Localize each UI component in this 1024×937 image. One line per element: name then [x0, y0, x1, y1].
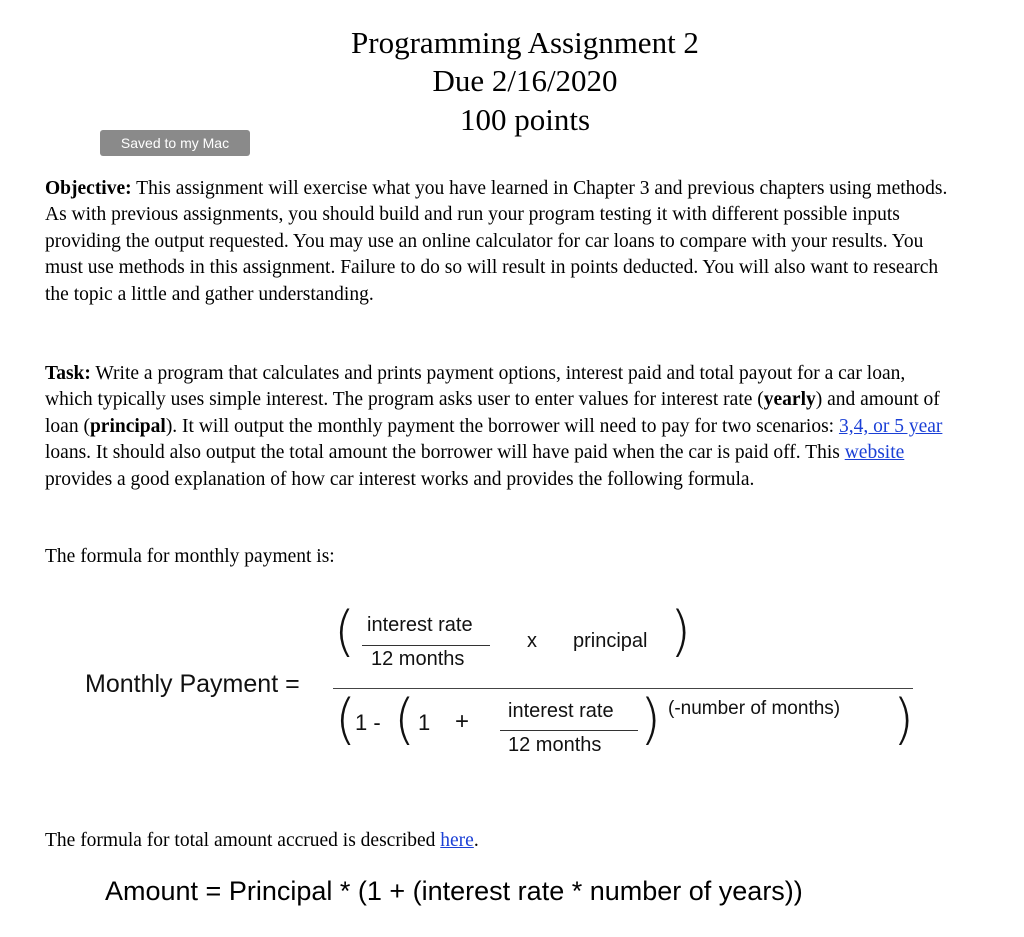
saved-status-badge: Saved to my Mac [100, 130, 250, 156]
here-link[interactable]: here [440, 830, 474, 851]
times-sign: x [527, 630, 537, 652]
amount-formula: Amount = Principal * (1 + (interest rate * number of years)) [105, 876, 803, 906]
denominator-fraction-bar [500, 730, 638, 731]
numerator-interest-rate: interest rate [367, 614, 473, 636]
task-text-2: ) and amount of loan ( [45, 389, 940, 437]
task-text-3: ). It will output the monthly payment the borrower will need to pay for two scenarios: [165, 415, 839, 437]
plus-sign: + [455, 708, 470, 735]
formula-lhs: Monthly Payment = [85, 670, 300, 698]
principal-bold: principal [89, 415, 166, 437]
task-paragraph [45, 361, 955, 493]
years-link[interactable]: 3,4, or 5 year [838, 415, 943, 437]
denominator-open-paren-outer: ( [335, 688, 357, 751]
accrued-period: . [473, 830, 479, 851]
task-text-4: loans. It should also output the total amount the borrower will have paid when the car is paid off. This [45, 442, 845, 464]
accrued-text: The formula for total amount accrued is described [45, 830, 441, 851]
denominator-close-paren-inner: ) [640, 688, 662, 751]
accrued-paragraph [45, 828, 955, 854]
main-fraction-bar [333, 688, 913, 689]
numerator-principal: principal [573, 630, 648, 652]
denominator-open-paren-inner: ( [394, 688, 416, 751]
website-link[interactable]: website [844, 442, 905, 464]
denominator-months: 12 months [508, 734, 602, 756]
task-label: Task: [45, 363, 91, 384]
denominator-close-paren-outer: ) [893, 688, 915, 751]
numerator-close-paren: ) [670, 600, 692, 663]
one-minus: 1 - [355, 710, 381, 735]
task-text-5: provides a good explanation of how car interest works and provides the following formula. [45, 468, 755, 490]
points: 100 points [459, 102, 591, 137]
one: 1 [418, 710, 431, 735]
task-text-1: Write a program that calculates and prints payment options, interest paid and total payout for a car loan, which typically uses simple interest. The program asks user to enter values for interest rate ( [45, 363, 906, 411]
formula-intro: The formula for monthly payment is: [45, 546, 335, 567]
denominator-interest-rate: interest rate [508, 700, 614, 722]
objective-paragraph [45, 176, 955, 308]
numerator-open-paren: ( [334, 600, 356, 663]
objective-label: Objective: [45, 178, 132, 199]
numerator-fraction-bar [362, 645, 490, 646]
due-date: Due 2/16/2020 [432, 63, 618, 98]
numerator-months: 12 months [371, 648, 465, 670]
monthly-payment-formula [0, 590, 1024, 790]
objective-text: This assignment will exercise what you have learned in Chapter 3 and previous chapters using methods. As with previous assignments, you should build and run your program testing it with different possible inputs providing the output requested. You may use an online calculator for car loans to compare with your results. You must use methods in this assignment. Failure to do so will result in points deducted. You will also want to research the topic a little and gather understanding. [45, 178, 948, 305]
yearly-bold: yearly [763, 389, 816, 411]
exponent: (-number of months) [668, 698, 841, 719]
assignment-title: Programming Assignment 2 [351, 25, 699, 60]
